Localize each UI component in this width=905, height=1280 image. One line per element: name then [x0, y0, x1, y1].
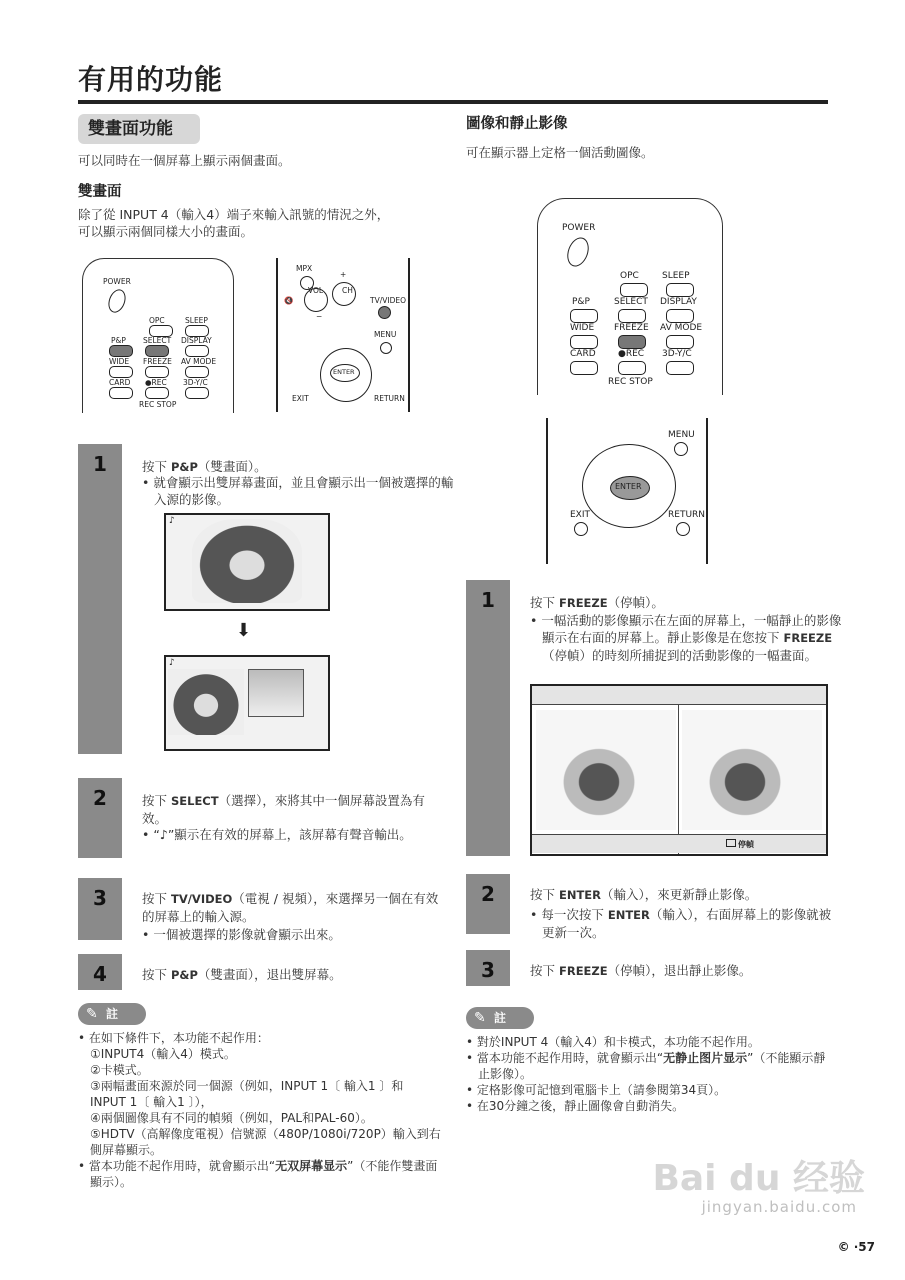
- display-button-r: [666, 309, 694, 323]
- left-notes: [78, 1030, 442, 1190]
- left-intro: 可以同時在一個屏幕上顯示兩個畫面。: [78, 153, 291, 168]
- left-note-cond-5: ⑤HDTV（高解像度電視）信號源（480P/1080i/720P）輸入到右側屏幕顯示。: [90, 1127, 441, 1157]
- pencil-icon-r: ✎: [474, 1010, 486, 1026]
- menu-label: MENU: [374, 330, 397, 339]
- music-note-icon-2: ♪: [169, 658, 175, 668]
- card-label-r: CARD: [570, 349, 596, 359]
- page-title: 有用的功能: [78, 63, 224, 96]
- rec-button: [145, 387, 169, 399]
- freeze-screen-bottombar: [532, 834, 826, 853]
- left-note-cond-2: ②卡模式。: [90, 1063, 149, 1077]
- left-step-4-bar: 4: [78, 954, 122, 990]
- power-button-r: [563, 234, 592, 269]
- left-step-1-bullet: • 就會顯示出雙屏幕畫面，並且會顯示出一個被選擇的輸入源的影像。: [142, 475, 454, 507]
- left-sub-screen: [168, 669, 244, 735]
- freeze-badge-label: 停幀: [738, 840, 754, 849]
- right-note-3: • 定格影像可記憶到電腦卡上（請參閱第34頁）。: [466, 1083, 727, 1097]
- tvvideo-button: [378, 306, 391, 319]
- yc-button-r: [666, 361, 694, 375]
- opc-button-r: [620, 283, 648, 297]
- opc-label-r: OPC: [620, 271, 639, 281]
- remote-nav-left: [276, 258, 410, 412]
- lion-image: [192, 519, 302, 603]
- right-step-3-bar: 3: [466, 950, 510, 986]
- tvvideo-label: TV/VIDEO: [370, 296, 406, 305]
- left-step-3-bar: 3: [78, 878, 122, 940]
- down-arrow-icon: ⬇: [236, 620, 252, 641]
- left-step-3-bullet: • 一個被選擇的影像就會顯示出來。: [142, 927, 341, 942]
- right-sub-screen: [248, 669, 304, 717]
- display-label-r: DISPLAY: [660, 297, 697, 307]
- card-button: [109, 387, 133, 399]
- mpx-label: MPX: [296, 264, 313, 273]
- title-rule: [78, 100, 828, 104]
- left-step-3-text: 按下 TV/VIDEO（電視 / 視頻），來選擇另一個在有效的屏幕上的輸入源。: [142, 891, 439, 924]
- right-note-1: • 對於INPUT 4（輸入4）和卡模式，本功能不起作用。: [466, 1035, 760, 1049]
- right-step-1-bar: 1: [466, 580, 510, 856]
- ch-rocker: [332, 282, 356, 306]
- select-button: [145, 345, 169, 357]
- left-step-1-bar: 1: [78, 444, 122, 754]
- rec-label: ●REC: [145, 378, 167, 387]
- left-step-2-text: 按下 SELECT（選擇），來將其中一個屏幕設置為有效。: [142, 793, 425, 826]
- left-note-cond-3: ③兩幅畫面來源於同一個源（例如，INPUT 1〔 輸入1 〕和 INPUT 1〔 輸入1 〕），: [90, 1079, 404, 1109]
- right-note-tag: ✎ 註: [466, 1007, 534, 1029]
- left-note-cond-1: ①INPUT4（輸入4）模式。: [90, 1047, 236, 1061]
- select-label: SELECT: [143, 336, 172, 345]
- wide-button-r: [570, 335, 598, 349]
- pp-label-r: P&P: [572, 297, 590, 307]
- freeze-badge: [726, 839, 754, 850]
- sleep-button-r: [666, 283, 694, 297]
- right-step-1-text: 按下 FREEZE（停幀）。: [530, 595, 664, 610]
- menu-button-r: [674, 442, 688, 456]
- menu-label-r: MENU: [668, 430, 695, 440]
- freeze-badge-icon: [726, 839, 736, 847]
- return-label-r: RETURN: [668, 510, 706, 520]
- power-label: POWER: [103, 277, 131, 286]
- right-step-3-text: 按下 FREEZE（停幀），退出靜止影像。: [530, 963, 752, 978]
- sleep-label: SLEEP: [185, 316, 208, 325]
- vol-minus-label: −: [316, 312, 323, 321]
- pp-label: P&P: [111, 336, 126, 345]
- dual-screen-image: [164, 655, 330, 751]
- wide-label: WIDE: [109, 357, 130, 366]
- right-step-1-bullet: • 一幅活動的影像顯示在左面的屏幕上，一幅靜止的影像顯示在右面的屏幕上。靜止影像是在您按下 FREEZE（停幀）的時刻所捕捉到的活動影像的一幅畫面。: [530, 613, 842, 663]
- recstop-label: REC STOP: [139, 400, 177, 409]
- right-note-2: • 當本功能不起作用時，就會顯示出“无静止图片显示”（不能顯示靜止影像）。: [466, 1051, 826, 1081]
- freeze-label: FREEZE: [143, 357, 172, 366]
- freeze-button-r: [618, 335, 646, 349]
- right-intro: 可在顯示器上定格一個活動圖像。: [466, 145, 654, 160]
- pencil-icon: ✎: [86, 1006, 98, 1022]
- screen-divider: [678, 704, 679, 854]
- return-button-r: [676, 522, 690, 536]
- vol-label: VOL: [308, 286, 324, 295]
- recstop-label-r: REC STOP: [608, 377, 653, 387]
- avmode-label-r: AV MODE: [660, 323, 703, 333]
- right-step-2-bullet: • 每一次按下 ENTER（輸入），右面屏幕上的影像就被更新一次。: [530, 907, 832, 940]
- left-note-2: • 當本功能不起作用時，就會顯示出“无双屏幕显示”（不能作雙畫面顯示）。: [78, 1159, 438, 1189]
- freeze-button: [145, 366, 169, 378]
- opc-label: OPC: [149, 316, 165, 325]
- frozen-racecar-image: [682, 710, 822, 830]
- card-label: CARD: [109, 378, 131, 387]
- exit-label-r: EXIT: [570, 510, 591, 520]
- sleep-label-r: SLEEP: [662, 271, 690, 281]
- card-button-r: [570, 361, 598, 375]
- left-step-2-bar: 2: [78, 778, 122, 858]
- power-label-r: POWER: [562, 223, 596, 233]
- right-note-4: • 在30分鐘之後，靜止圖像會自動消失。: [466, 1099, 685, 1113]
- left-note-tag: ✎ 註: [78, 1003, 146, 1025]
- watermark-logo: Bai du 经验: [652, 1158, 865, 1199]
- page-number: © ·57: [837, 1240, 875, 1254]
- exit-label: EXIT: [292, 394, 309, 403]
- avmode-label: AV MODE: [181, 357, 217, 366]
- left-step-2-bullet: • “♪”顯示在有效的屏幕上，該屏幕有聲音輸出。: [142, 827, 412, 842]
- display-button: [185, 345, 209, 357]
- music-note-icon: ♪: [169, 516, 175, 526]
- freeze-screen-topbar: [532, 686, 826, 705]
- enter-label-r: ENTER: [615, 482, 642, 491]
- vol-plus-label: +: [340, 270, 347, 279]
- right-notes: [466, 1034, 828, 1114]
- remote-illustration-left: [82, 258, 234, 413]
- select-button-r: [618, 309, 646, 323]
- select-label-r: SELECT: [614, 297, 648, 307]
- left-note-cond-4: ④兩個圖像具有不同的幀頻（例如，PAL和PAL-60）。: [90, 1111, 373, 1125]
- power-button: [105, 287, 128, 315]
- freeze-label-r: FREEZE: [614, 323, 649, 333]
- left-step-1-text: 按下 P&P（雙畫面）。: [142, 459, 267, 474]
- vol-rocker: [304, 288, 328, 312]
- pp-button: [109, 345, 133, 357]
- left-desc-line1: 除了從 INPUT 4（輸入4）端子來輸入訊號的情況之外，: [78, 207, 390, 222]
- avmode-button-r: [666, 335, 694, 349]
- avmode-button: [185, 366, 209, 378]
- left-desc: [78, 206, 448, 240]
- enter-label: ENTER: [333, 368, 355, 376]
- left-desc-line2: 可以顯示兩個同樣大小的畫面。: [78, 224, 254, 239]
- ch-label: CH: [342, 286, 353, 295]
- wide-label-r: WIDE: [570, 323, 595, 333]
- wide-button: [109, 366, 133, 378]
- left-step-4-text: 按下 P&P（雙畫面），退出雙屏幕。: [142, 967, 342, 982]
- remote-nav-right: [546, 418, 708, 564]
- remote-illustration-right: [537, 198, 723, 395]
- display-label: DISPLAY: [181, 336, 212, 345]
- right-step-2-text: 按下 ENTER（輸入），來更新靜止影像。: [530, 887, 758, 902]
- pp-button-r: [570, 309, 598, 323]
- section-pill: 雙畫面功能: [78, 114, 200, 144]
- yc-label-r: 3D-Y/C: [662, 349, 692, 359]
- exit-button-r: [574, 522, 588, 536]
- single-screen-image: [164, 513, 330, 611]
- left-note-1: • 在如下條件下，本功能不起作用：: [78, 1031, 269, 1045]
- live-racecar-image: [536, 710, 676, 830]
- right-step-2-bar: 2: [466, 874, 510, 934]
- rec-label-r: ●REC: [618, 349, 645, 359]
- left-subheading: 雙畫面: [78, 184, 122, 200]
- menu-button: [380, 342, 392, 354]
- yc-button: [185, 387, 209, 399]
- freeze-dual-screen: [530, 684, 828, 856]
- right-heading: 圖像和靜止影像: [466, 116, 568, 132]
- watermark-url: jingyan.baidu.com: [701, 1198, 857, 1216]
- yc-label: 3D-Y/C: [183, 378, 208, 387]
- return-label: RETURN: [374, 394, 405, 403]
- mute-icon: 🔇: [284, 296, 294, 305]
- rec-button-r: [618, 361, 646, 375]
